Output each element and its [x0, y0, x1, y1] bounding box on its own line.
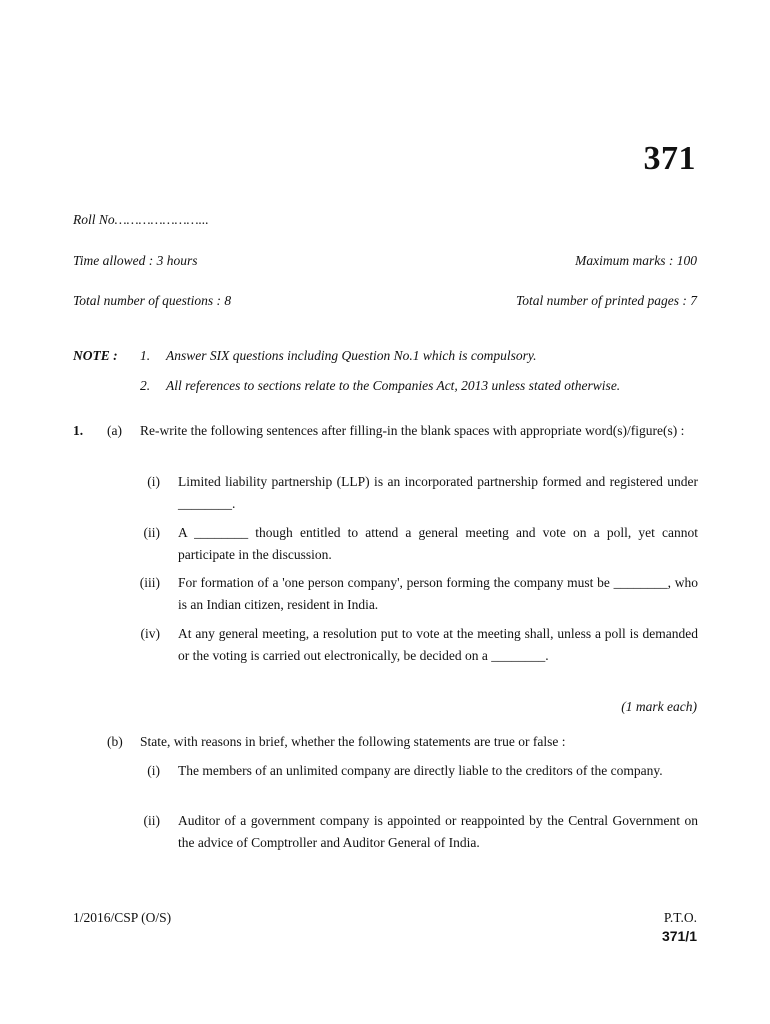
note-item-number: 2.: [140, 378, 151, 393]
part-a-instruction: Re-write the following sentences after filling-in the blank spaces with appropriate word(s)/figure(s) :: [140, 423, 685, 438]
note-label: NOTE :: [73, 348, 118, 363]
paper-code: 371: [643, 140, 696, 177]
footer-page-code: 371/1: [661, 928, 697, 944]
maximum-marks: Maximum marks : 100: [575, 253, 697, 268]
item-label: (ii): [143, 525, 160, 540]
fill-blank-item: For formation of a 'one person company', person forming the company must be ________, who is an Indian citizen, resident in India.: [178, 575, 698, 612]
fill-blank-item: Limited liability partnership (LLP) is an incorporated partnership formed and registered under ________.: [178, 474, 698, 511]
marks-note: (1 mark each): [621, 699, 697, 714]
item-label: (i): [147, 763, 160, 778]
item-label: (ii): [143, 813, 160, 828]
part-b-instruction: State, with reasons in brief, whether the following statements are true or false :: [140, 734, 566, 749]
item-label: (iii): [139, 575, 160, 590]
item-label: (iv): [140, 626, 160, 641]
item-label: (i): [147, 474, 160, 489]
note-item-text: All references to sections relate to the Companies Act, 2013 unless stated otherwise.: [166, 378, 621, 393]
part-b-label: (b): [107, 734, 123, 749]
true-false-item: The members of an unlimited company are directly liable to the creditors of the company.: [178, 763, 663, 778]
question-number: 1.: [73, 423, 84, 438]
note-item-text: Answer SIX questions including Question No.1 which is compulsory.: [166, 348, 537, 363]
total-pages: Total number of printed pages : 7: [515, 293, 697, 308]
roll-number-line: Roll No…………………...: [73, 212, 209, 227]
part-a-label: (a): [107, 423, 122, 438]
time-allowed: Time allowed : 3 hours: [73, 253, 198, 268]
total-questions: Total number of questions : 8: [73, 293, 232, 308]
fill-blank-item: At any general meeting, a resolution put to vote at the meeting shall, unless a poll is demanded or the voting is carried out electronically, be decided on a ________.: [178, 626, 698, 663]
true-false-item: Auditor of a government company is appointed or reappointed by the Central Government on the advice of Comptroller and Auditor General of India.: [178, 813, 698, 850]
footer-paper-id: 1/2016/CSP (O/S): [73, 910, 172, 925]
fill-blank-item: A ________ though entitled to attend a general meeting and vote on a poll, yet cannot participate in the discussion.: [178, 525, 698, 562]
footer-pto: P.T.O.: [663, 910, 697, 925]
note-item-number: 1.: [140, 348, 151, 363]
